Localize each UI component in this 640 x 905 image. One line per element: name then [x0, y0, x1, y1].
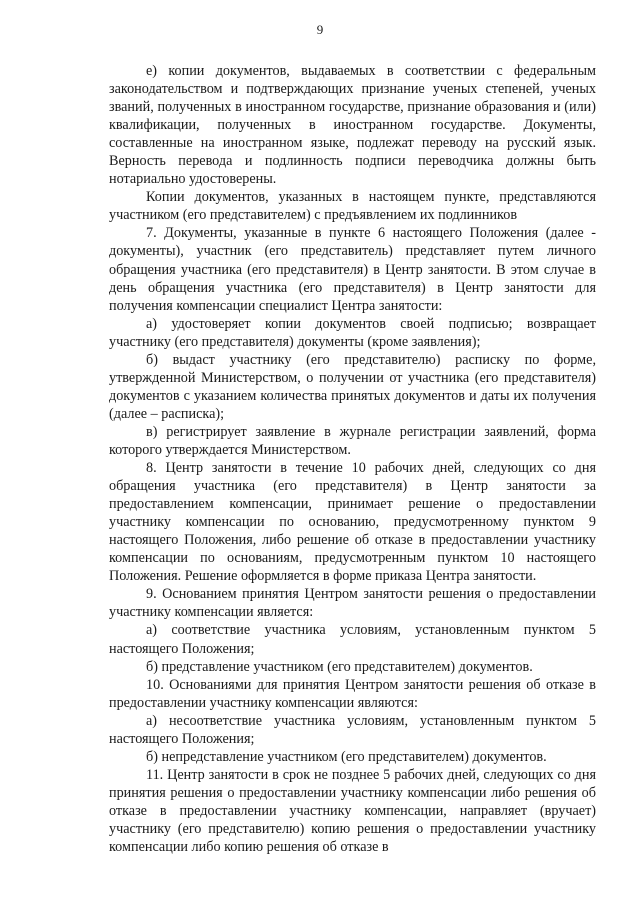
paragraph-clause-8: 8. Центр занятости в течение 10 рабочих дней, следующих со дня обращения участника (его представителя) в Центр занятости за предоставлением компенсации, принимает решение о предоставлении участнику компенсации по основанию, предусмотренному пунктом 9 настоящего Положения, либо решение об отказе в предоставлении участнику компенсации по основаниям, предусмотренным пунктом 10 настоящего Положения. Решение оформляется в форме приказа Центра занятости. [109, 460, 596, 585]
paragraph-clause-7: 7. Документы, указанные в пункте 6 настоящего Положения (далее - документы), участник (его представитель) представляет путем личного обращения участника (его представителя) в Центр занятости. В этом случае в день обращения участника (его представителя) в Центр занятости для получения компенсации специалист Центра занятости: [109, 225, 596, 314]
paragraph-clause-7-a: а) удостоверяет копии документов своей подписью; возвращает участнику (его представителя) документы (кроме заявления); [109, 315, 596, 350]
paragraph-clause-9-a: а) соответствие участника условиям, установленным пунктом 5 настоящего Положения; [109, 622, 596, 657]
document-body [109, 62, 596, 856]
paragraph-clause-9-b: б) представление участником (его представителем) документов. [146, 658, 533, 675]
page-number: 9 [316, 22, 324, 37]
paragraph-clause-9: 9. Основанием принятия Центром занятости решения о предоставлении участнику компенсации является: [109, 586, 596, 621]
paragraph-clause-10-a: а) несоответствие участника условиям, установленным пунктом 5 настоящего Положения; [109, 712, 596, 747]
paragraph-clause-11: 11. Центр занятости в срок не позднее 5 рабочих дней, следующих со дня принятия решения о предоставлении участнику компенсации либо решения об отказе в предоставлении участнику компенсации, направляет (вручает) участнику (его представителю) копию решения о предоставлении участнику компенсации либо копию решения об отказе в [109, 766, 596, 856]
paragraph-clause-10: 10. Основаниями для принятия Центром занятости решения об отказе в предоставлении участнику компенсации являются: [109, 676, 596, 711]
paragraph-item-e-foreign-documents: е) копии документов, выдаваемых в соответствии с федеральным законодательством и подтверждающих признание ученых степеней, ученых званий, полученных в иностранном государстве, признание образования и (или) квалификации, полученных в иностранном государстве. Документы, составленные на иностранном языке, подлежат переводу на русский язык. Верность перевода и подлинность подписи переводчика должны быть нотариально удостоверены. [109, 63, 596, 188]
paragraph-clause-7-v: в) регистрирует заявление в журнале регистрации заявлений, форма которого утверждается Министерством. [109, 423, 596, 458]
paragraph-copies-originals: Копии документов, указанных в настоящем пункте, представляются участником (его представителем) с предъявлением их подлинников [109, 189, 596, 224]
paragraph-clause-10-b: б) непредставление участником (его представителем) документов. [146, 748, 547, 765]
paragraph-clause-7-b: б) выдаст участнику (его представителю) расписку по форме, утвержденной Министерством, о получении от участника (его представителя) документов с указанием количества принятых документов и даты их получения (далее – расписка); [109, 351, 596, 422]
